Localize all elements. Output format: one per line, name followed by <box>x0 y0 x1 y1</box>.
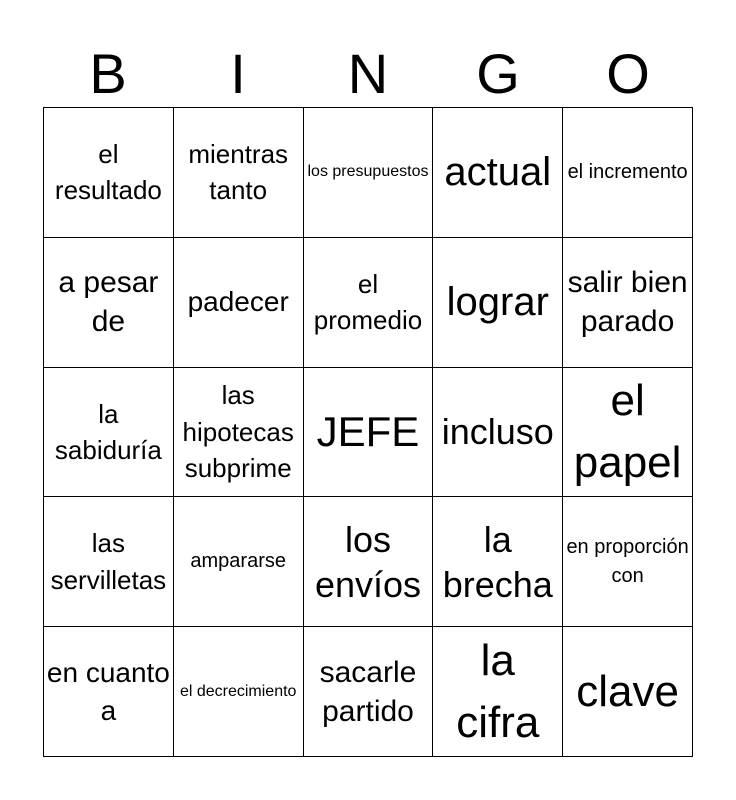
cell-text: los envíos <box>314 518 422 605</box>
cell-text: el incremento <box>567 160 688 183</box>
cell-text: actual <box>444 150 552 195</box>
bingo-cell[interactable] <box>44 108 174 238</box>
cell-text: las hipotecas subprime <box>182 380 294 484</box>
bingo-cell[interactable] <box>433 497 563 627</box>
cell-text: el promedio <box>313 268 423 336</box>
cell-text: a pesar de <box>58 266 159 339</box>
bingo-cell[interactable] <box>174 368 304 498</box>
cell-text: en cuanto a <box>46 656 170 726</box>
cell-text: sacarle partido <box>319 655 417 728</box>
cell-text: la brecha <box>442 518 553 605</box>
bingo-cell[interactable] <box>304 497 434 627</box>
cell-text: en proporción con <box>566 535 689 587</box>
bingo-cell[interactable] <box>304 368 434 498</box>
bingo-cell[interactable] <box>44 497 174 627</box>
bingo-cell[interactable] <box>44 368 174 498</box>
bingo-cell[interactable] <box>563 368 693 498</box>
cell-text: las servilletas <box>50 528 167 595</box>
cell-text: clave <box>576 666 679 716</box>
bingo-cell[interactable] <box>44 627 174 757</box>
bingo-cell[interactable] <box>563 497 693 627</box>
bingo-cell[interactable] <box>304 238 434 368</box>
bingo-cell[interactable] <box>304 627 434 757</box>
bingo-cell[interactable] <box>563 108 693 238</box>
bingo-cell[interactable] <box>304 108 434 238</box>
cell-text: padecer <box>187 286 289 318</box>
bingo-cell[interactable] <box>433 368 563 498</box>
bingo-cell[interactable] <box>174 627 304 757</box>
cell-text: la sabiduría <box>54 398 162 465</box>
bingo-cell[interactable] <box>174 108 304 238</box>
bingo-cell[interactable] <box>433 627 563 757</box>
cell-text: el papel <box>573 376 682 487</box>
cell-text: ampararse <box>190 550 286 573</box>
bingo-cell[interactable] <box>174 238 304 368</box>
cell-text: la cifra <box>456 636 540 747</box>
cell-text: mientras tanto <box>188 139 289 206</box>
header-letter-n: N <box>347 42 389 105</box>
header-letter-b: B <box>89 42 127 105</box>
cell-text: el resultado <box>54 139 162 206</box>
bingo-card-grid <box>43 107 693 757</box>
bingo-cell[interactable] <box>563 627 693 757</box>
bingo-header <box>43 42 693 106</box>
bingo-cell[interactable] <box>44 238 174 368</box>
header-letter-o: O <box>606 42 650 105</box>
cell-text: salir bien parado <box>567 266 688 339</box>
cell-text: los presupuestos <box>307 163 429 181</box>
header-letter-i: I <box>230 42 246 105</box>
bingo-cell[interactable] <box>174 497 304 627</box>
bingo-cell[interactable] <box>433 108 563 238</box>
cell-text: JEFE <box>316 407 420 455</box>
cell-text: el decrecimiento <box>179 682 297 700</box>
bingo-cell[interactable] <box>563 238 693 368</box>
header-letter-g: G <box>476 42 520 105</box>
cell-text: incluso <box>441 411 554 453</box>
bingo-cell[interactable] <box>433 238 563 368</box>
cell-text: lograr <box>446 280 549 325</box>
